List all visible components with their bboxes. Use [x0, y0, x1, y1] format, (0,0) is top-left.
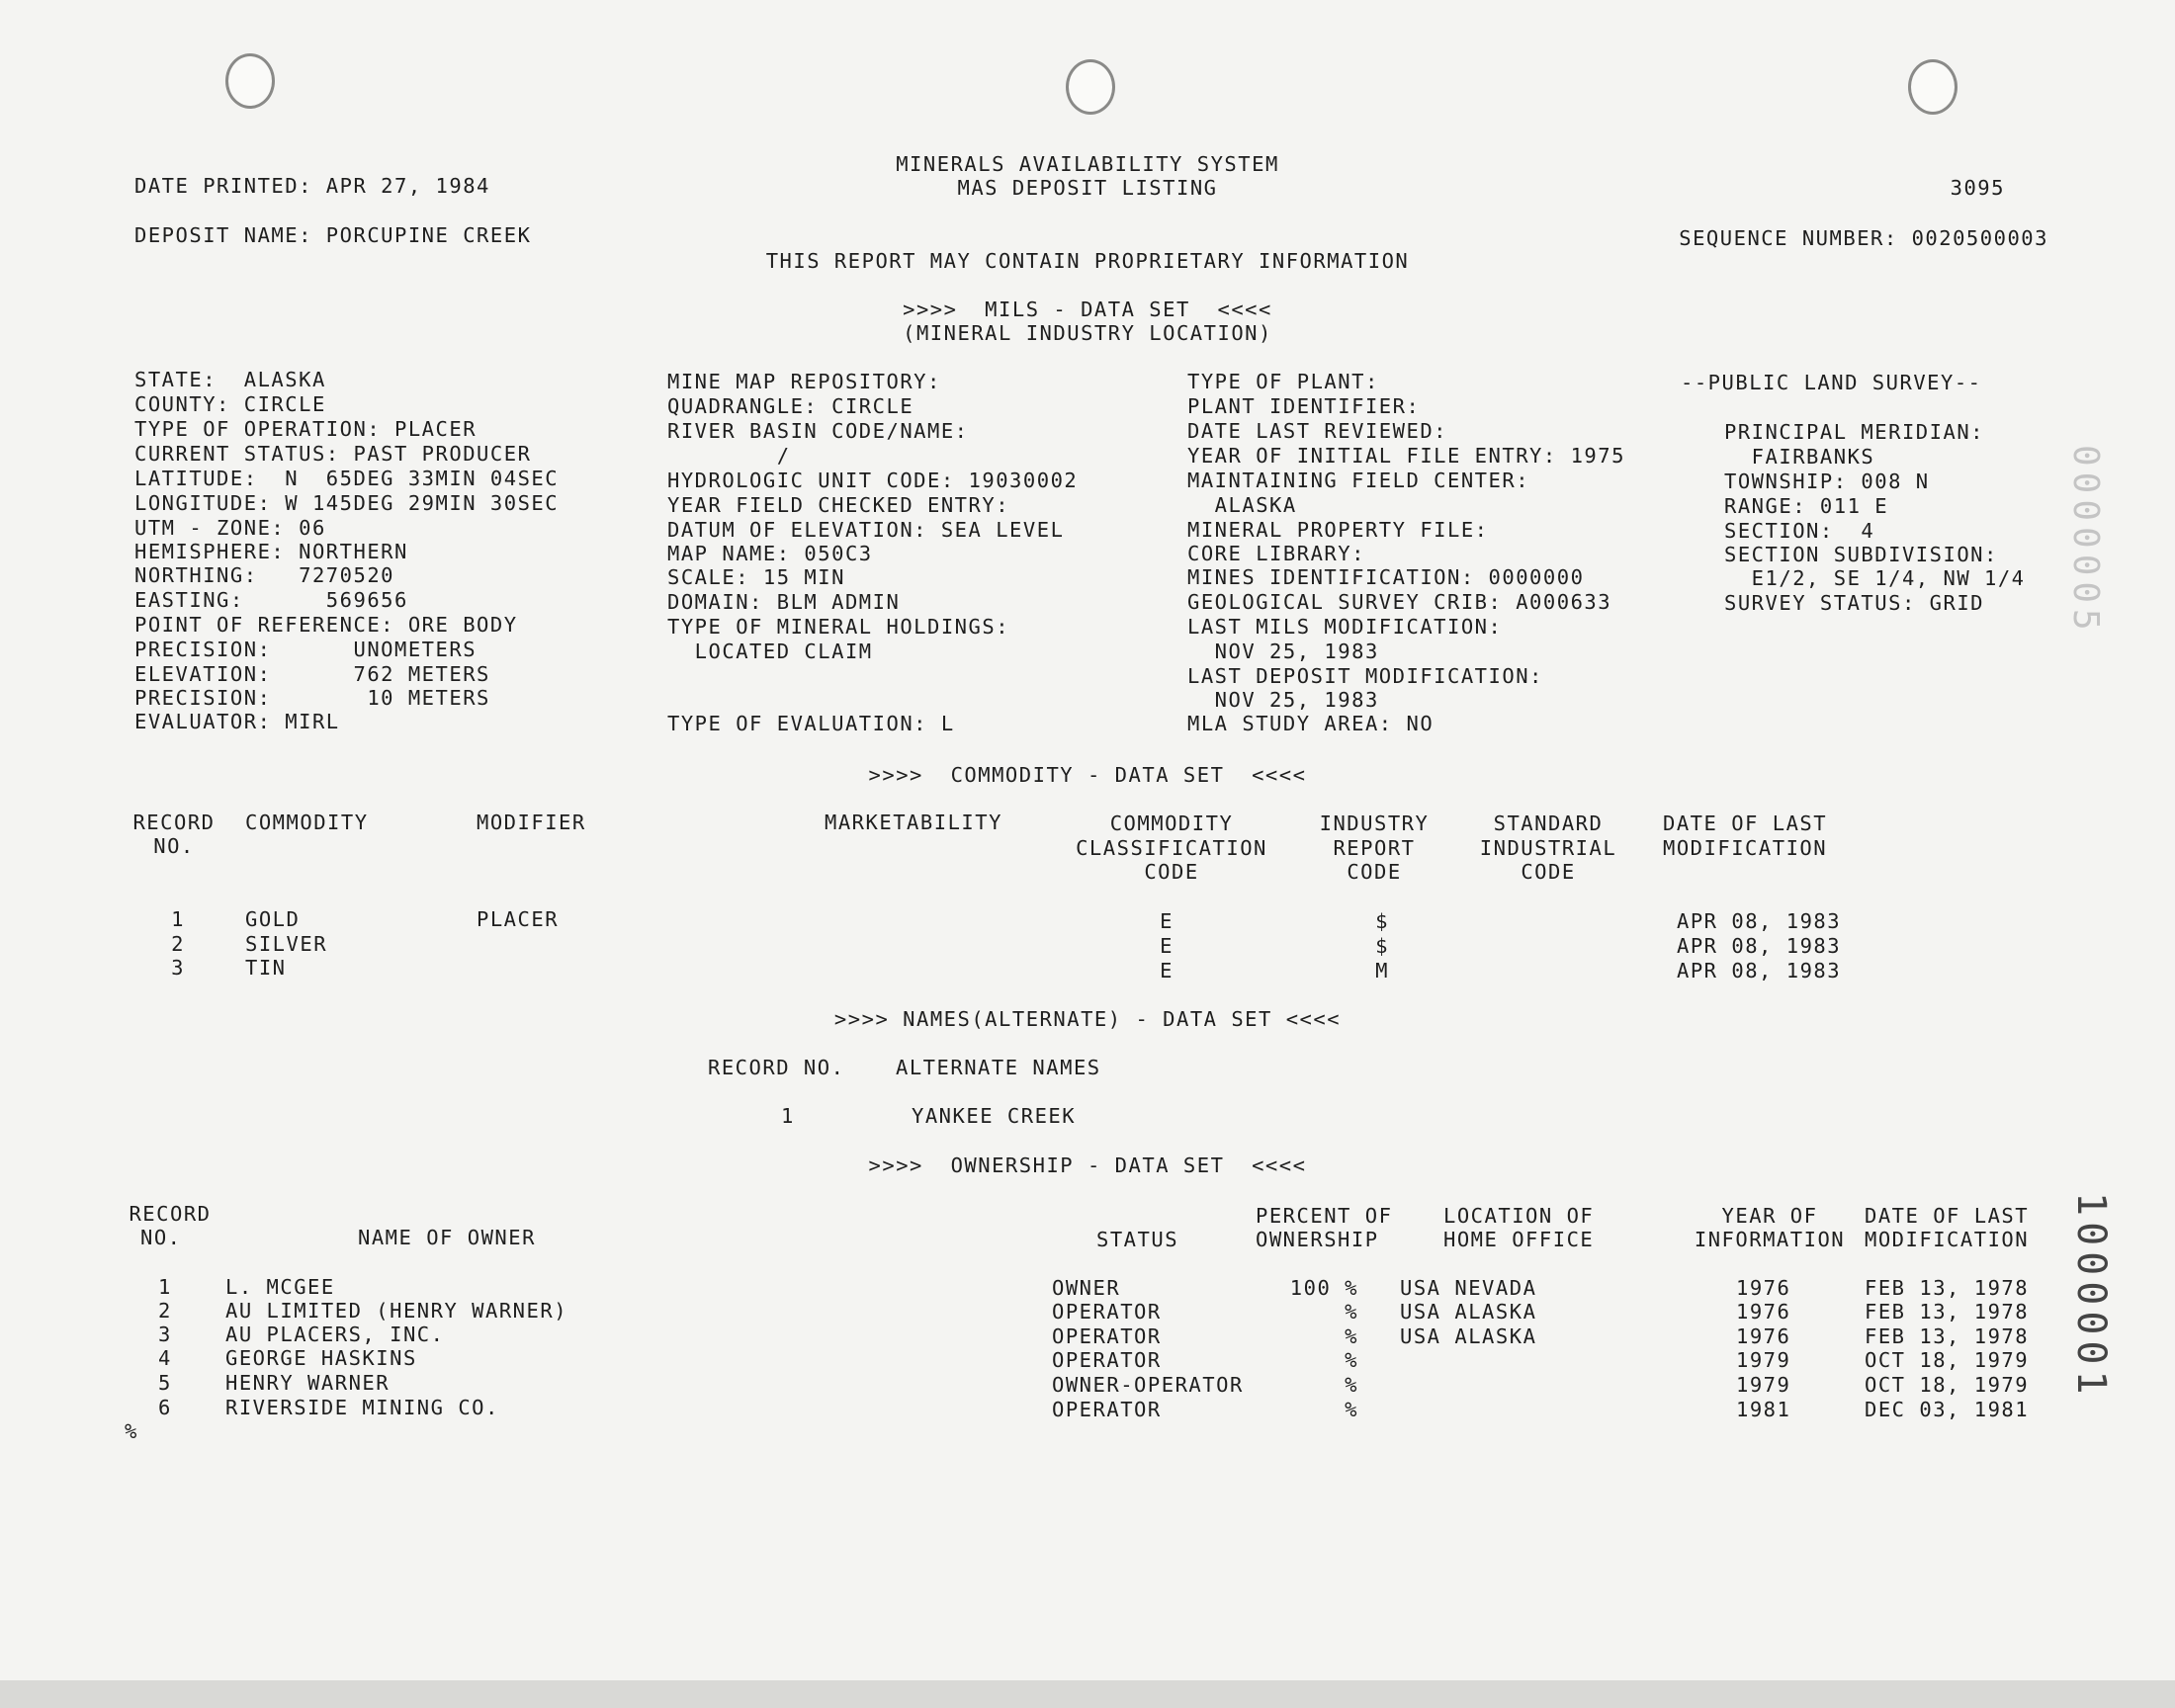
survey-field: FAIRBANKS — [1724, 445, 1875, 469]
cell-year: 1976 — [1736, 1276, 1791, 1300]
col-header-percent: OWNERSHIP — [1256, 1228, 1379, 1251]
cell-report-code: $ — [1375, 909, 1389, 933]
mils-field: LOCATED CLAIM — [667, 640, 873, 663]
survey-field: TOWNSHIP: 008 N — [1724, 470, 1930, 493]
mils-field: CORE LIBRARY: — [1187, 542, 1365, 565]
punch-hole-right — [1908, 59, 1958, 115]
mils-field: TYPE OF MINERAL HOLDINGS: — [667, 615, 1010, 639]
survey-title: --PUBLIC LAND SURVEY-- — [1681, 371, 1982, 394]
mils-field: PRECISION: UNOMETERS — [134, 638, 478, 661]
cell-no: 5 — [158, 1371, 172, 1395]
cell-location: USA ALASKA — [1400, 1300, 1537, 1324]
mils-field: LAST DEPOSIT MODIFICATION: — [1187, 664, 1543, 688]
names-header-record: RECORD NO. — [708, 1056, 845, 1079]
cell-date: DEC 03, 1981 — [1865, 1398, 2030, 1421]
cell-year: 1976 — [1736, 1300, 1791, 1324]
mils-field: PLANT IDENTIFIER: — [1187, 394, 1421, 418]
page-edge — [0, 1680, 2175, 1708]
margin-stamp-faint: 0000005 — [2065, 445, 2106, 637]
cell-no: 3 — [158, 1323, 172, 1346]
mils-field: PRECISION: 10 METERS — [134, 686, 490, 710]
cell-status: OPERATOR — [1052, 1348, 1162, 1372]
proprietary-note: THIS REPORT MAY CONTAIN PROPRIETARY INFORMATION — [765, 249, 1410, 273]
col-header-report-code: INDUSTRY — [1319, 811, 1430, 835]
cell-owner-name: RIVERSIDE MINING CO. — [225, 1396, 499, 1419]
cell-date: OCT 18, 1979 — [1865, 1348, 2030, 1372]
cell-owner-name: HENRY WARNER — [225, 1371, 391, 1395]
col-header-class-code: CODE — [1144, 860, 1199, 884]
cell-no: 2 — [158, 1299, 172, 1323]
cell-status: OWNER-OPERATOR — [1052, 1373, 1244, 1397]
mils-field: ELEVATION: 762 METERS — [134, 662, 490, 686]
col-header-last-mod: DATE OF LAST — [1663, 811, 1828, 835]
cell-date: FEB 13, 1978 — [1865, 1324, 2030, 1348]
date-printed: DATE PRINTED: APR 27, 1984 — [134, 174, 490, 198]
punch-hole-center — [1066, 59, 1115, 115]
col-header-industrial-code: CODE — [1521, 860, 1576, 884]
survey-field: PRINCIPAL MERIDIAN: — [1724, 420, 1984, 444]
col-header-location: LOCATION OF — [1443, 1204, 1595, 1228]
system-title: MINERALS AVAILABILITY SYSTEM — [896, 152, 1279, 176]
mils-field: DOMAIN: BLM ADMIN — [667, 590, 901, 614]
col-header-no: NO. — [140, 1226, 182, 1249]
cell-no: 1 — [781, 1104, 795, 1128]
mils-field: MLA STUDY AREA: NO — [1187, 712, 1435, 735]
mils-field: SCALE: 15 MIN — [667, 565, 845, 589]
cell-date: FEB 13, 1978 — [1865, 1300, 2030, 1324]
mils-field: EASTING: 569656 — [134, 588, 408, 612]
cell-alternate-name: YANKEE CREEK — [912, 1104, 1077, 1128]
col-header-record: RECORD — [129, 1202, 212, 1226]
page-number: 3095 — [1950, 176, 2005, 200]
mils-field: ALASKA — [1187, 493, 1297, 517]
mils-field: MINE MAP REPOSITORY: — [667, 370, 941, 393]
mils-field: NOV 25, 1983 — [1187, 688, 1379, 712]
col-header-industrial-code: STANDARD — [1493, 811, 1604, 835]
mils-field: LONGITUDE: W 145DEG 29MIN 30SEC — [134, 491, 560, 515]
mils-field: TYPE OF PLANT: — [1187, 370, 1379, 393]
cell-percent: % — [1345, 1324, 1358, 1348]
mils-field: POINT OF REFERENCE: ORE BODY — [134, 613, 518, 637]
col-header-modifier: MODIFIER — [477, 811, 586, 834]
cell-owner-name: GEORGE HASKINS — [225, 1346, 417, 1370]
cell-commodity: TIN — [245, 956, 287, 980]
cell-status: OPERATOR — [1052, 1300, 1162, 1324]
mils-field: QUADRANGLE: CIRCLE — [667, 394, 914, 418]
col-header-percent: PERCENT OF — [1256, 1204, 1393, 1228]
margin-stamp: 1000001 — [2068, 1192, 2114, 1401]
cell-date: APR 08, 1983 — [1677, 959, 1842, 982]
cell-no: 3 — [171, 956, 185, 980]
mils-field: MAP NAME: 050C3 — [667, 542, 873, 565]
mils-field: RIVER BASIN CODE/NAME: — [667, 419, 969, 443]
col-header-last-mod: DATE OF LAST — [1865, 1204, 2030, 1228]
col-header-status: STATUS — [1096, 1228, 1179, 1251]
mils-field: UTM - ZONE: 06 — [134, 516, 326, 540]
names-title: >>>> NAMES(ALTERNATE) - DATA SET <<<< — [833, 1007, 1342, 1031]
survey-field: E1/2, SE 1/4, NW 1/4 — [1724, 566, 2026, 590]
col-header-owner-name: NAME OF OWNER — [358, 1226, 536, 1249]
cell-class-code: E — [1160, 959, 1174, 982]
cell-year: 1976 — [1736, 1324, 1791, 1348]
deposit-name: DEPOSIT NAME: PORCUPINE CREEK — [134, 223, 532, 247]
mils-field: LAST MILS MODIFICATION: — [1187, 615, 1503, 639]
mils-field: NOV 25, 1983 — [1187, 640, 1379, 663]
cell-percent: 100 % — [1289, 1276, 1358, 1300]
cell-location: USA NEVADA — [1400, 1276, 1537, 1300]
col-header-report-code: REPORT — [1333, 836, 1416, 860]
survey-field: SECTION: 4 — [1724, 519, 1875, 543]
mils-field: HEMISPHERE: NORTHERN — [134, 540, 408, 563]
cell-year: 1979 — [1736, 1373, 1791, 1397]
cell-date: APR 08, 1983 — [1677, 934, 1842, 958]
col-header-report-code: CODE — [1347, 860, 1402, 884]
survey-field: RANGE: 011 E — [1724, 494, 1889, 518]
cell-class-code: E — [1160, 934, 1174, 958]
cell-commodity: SILVER — [245, 932, 328, 956]
mils-field: / — [667, 444, 791, 468]
col-header-industrial-code: INDUSTRIAL — [1479, 836, 1617, 860]
survey-field: SECTION SUBDIVISION: — [1724, 543, 1998, 566]
col-header-no: NO. — [153, 834, 195, 858]
sequence-number: SEQUENCE NUMBER: 0020500003 — [1679, 226, 2048, 250]
col-header-location: HOME OFFICE — [1443, 1228, 1595, 1251]
mils-field: STATE: ALASKA — [134, 368, 326, 391]
mils-field: EVALUATOR: MIRL — [134, 710, 340, 733]
mils-field: MINES IDENTIFICATION: 0000000 — [1187, 565, 1585, 589]
cell-modifier: PLACER — [477, 907, 560, 931]
col-header-last-mod: MODIFICATION — [1663, 836, 1828, 860]
cell-percent: % — [1345, 1300, 1358, 1324]
mils-field: MINERAL PROPERTY FILE: — [1187, 518, 1489, 542]
cell-no: 6 — [158, 1396, 172, 1419]
cell-no: 1 — [158, 1275, 172, 1299]
mils-field: GEOLOGICAL SURVEY CRIB: A000633 — [1187, 590, 1612, 614]
col-header-marketability: MARKETABILITY — [825, 811, 1002, 834]
col-header-class-code: COMMODITY — [1109, 811, 1234, 835]
mils-title: >>>> MILS - DATA SET <<<< — [903, 298, 1272, 321]
cell-date: OCT 18, 1979 — [1865, 1373, 2030, 1397]
commodity-title: >>>> COMMODITY - DATA SET <<<< — [868, 763, 1307, 787]
cell-date: FEB 13, 1978 — [1865, 1276, 2030, 1300]
mils-field: DATUM OF ELEVATION: SEA LEVEL — [667, 518, 1065, 542]
mils-field: TYPE OF EVALUATION: L — [667, 712, 955, 735]
col-header-record: RECORD — [132, 811, 216, 834]
cell-owner-name: AU LIMITED (HENRY WARNER) — [225, 1299, 568, 1323]
mils-field: HYDROLOGIC UNIT CODE: 19030002 — [667, 469, 1079, 492]
cell-year: 1979 — [1736, 1348, 1791, 1372]
cell-percent: % — [1345, 1348, 1358, 1372]
cell-status: OPERATOR — [1052, 1324, 1162, 1348]
cell-owner-name: AU PLACERS, INC. — [225, 1323, 445, 1346]
cell-commodity: GOLD — [245, 907, 301, 931]
punch-hole-left — [225, 53, 275, 109]
cell-report-code: $ — [1375, 934, 1389, 958]
mils-field: NORTHING: 7270520 — [134, 563, 394, 587]
mils-field: DATE LAST REVIEWED: — [1187, 419, 1447, 443]
ownership-trailer: % — [125, 1419, 138, 1443]
col-header-year: YEAR OF — [1721, 1204, 1818, 1228]
cell-percent: % — [1345, 1398, 1358, 1421]
col-header-commodity: COMMODITY — [245, 811, 369, 834]
ownership-title: >>>> OWNERSHIP - DATA SET <<<< — [868, 1153, 1307, 1177]
col-header-last-mod: MODIFICATION — [1865, 1228, 2030, 1251]
cell-report-code: M — [1375, 959, 1389, 982]
cell-no: 2 — [171, 932, 185, 956]
mils-field: COUNTY: CIRCLE — [134, 392, 326, 416]
mils-field: TYPE OF OPERATION: PLACER — [134, 417, 478, 441]
names-header-names: ALTERNATE NAMES — [896, 1056, 1101, 1079]
survey-field: SURVEY STATUS: GRID — [1724, 591, 1984, 615]
cell-owner-name: L. MCGEE — [225, 1275, 335, 1299]
cell-class-code: E — [1160, 909, 1174, 933]
mils-field: LATITUDE: N 65DEG 33MIN 04SEC — [134, 467, 560, 490]
cell-no: 4 — [158, 1346, 172, 1370]
cell-status: OPERATOR — [1052, 1398, 1162, 1421]
cell-year: 1981 — [1736, 1398, 1791, 1421]
mils-subtitle: (MINERAL INDUSTRY LOCATION) — [903, 321, 1272, 345]
mils-field: YEAR OF INITIAL FILE ENTRY: 1975 — [1187, 444, 1625, 468]
listing-title: MAS DEPOSIT LISTING — [957, 176, 1218, 200]
col-header-class-code: CLASSIFICATION — [1076, 836, 1267, 860]
mils-field: YEAR FIELD CHECKED ENTRY: — [667, 493, 1010, 517]
mils-field: CURRENT STATUS: PAST PRODUCER — [134, 442, 532, 466]
cell-percent: % — [1345, 1373, 1358, 1397]
cell-status: OWNER — [1052, 1276, 1121, 1300]
col-header-year: INFORMATION — [1694, 1228, 1846, 1251]
cell-location: USA ALASKA — [1400, 1324, 1537, 1348]
cell-no: 1 — [171, 907, 185, 931]
cell-date: APR 08, 1983 — [1677, 909, 1842, 933]
mils-field: MAINTAINING FIELD CENTER: — [1187, 469, 1530, 492]
